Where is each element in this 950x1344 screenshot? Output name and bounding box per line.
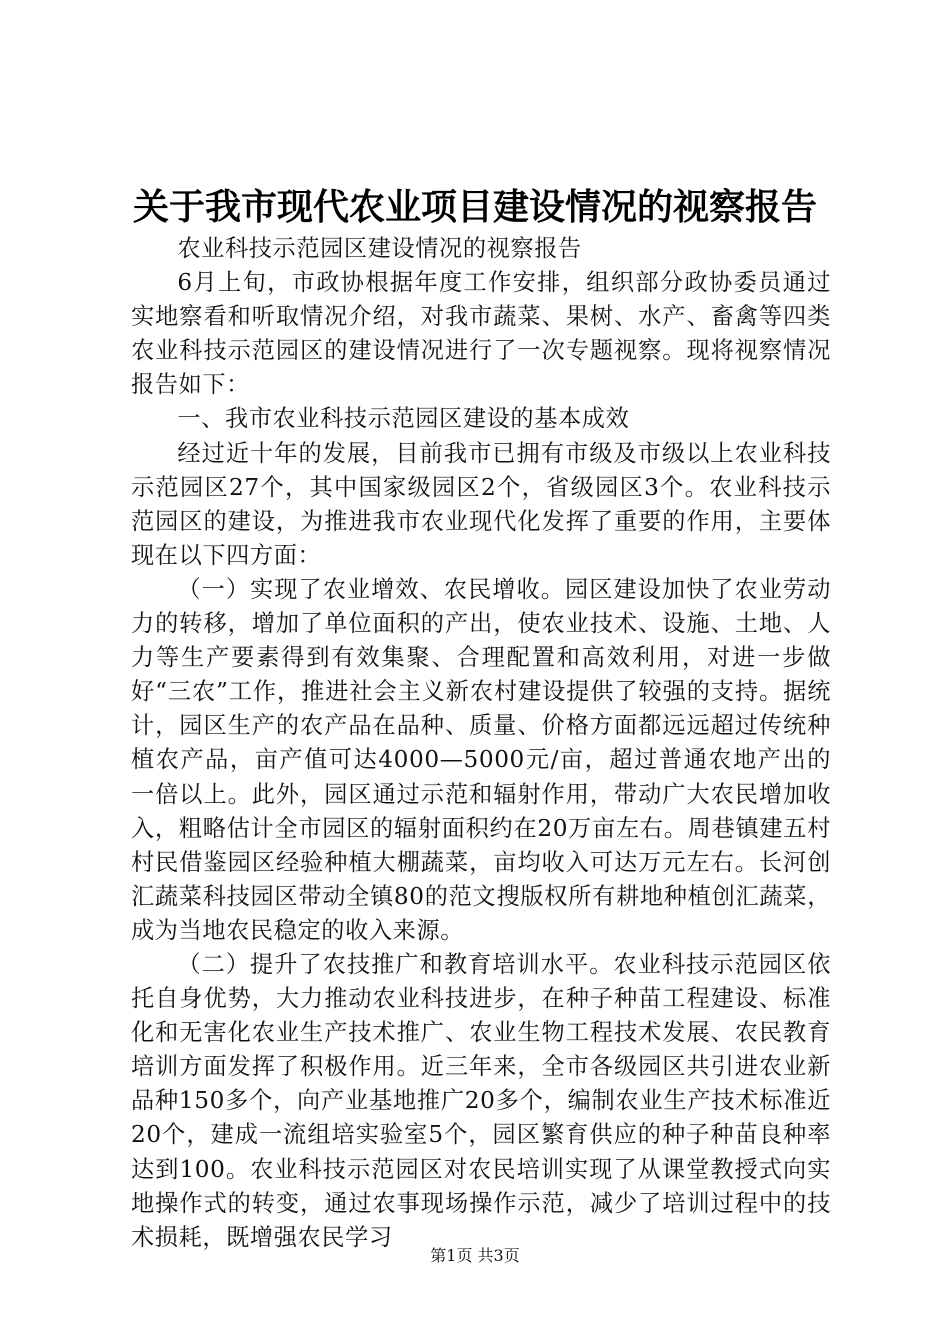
body-paragraph: （一）实现了农业增效、农民增收。园区建设加快了农业劳动力的转移，增加了单位面积的产出，使农业技术、设施、土地、人力等生产要素得到有效集聚、合理配置和高效利用，对进一步做好“三农”工作，推进社会主义新农村建设提供了较强的支持。据统计，园区生产的农产品在品种、质量、价格方面都远远超过传统种植农产品，亩产值可达4000—5000元/亩，超过普通农地产出的一倍以上。此外，园区通过示范和辐射作用，带动广大农民增加收入，粗略估计全市园区的辐射面积约在20万亩左右。周巷镇建五村村民借鉴园区经验种植大棚蔬菜，亩均收入可达万元左右。长河创汇蔬菜科技园区带动全镇80的范文搜版权所有耕地种植创汇蔬菜，成为当地农民稳定的收入来源。 xyxy=(131,575,831,944)
document-body xyxy=(131,232,831,1255)
body-paragraph: （二）提升了农技推广和教育培训水平。农业科技示范园区依托自身优势，大力推动农业科技进步，在种子种苗工程建设、标准化和无害化农业生产技术推广、农业生物工程技术发展、农民教育培训方面发挥了积极作用。近三年来，全市各级园区共引进农业新品种150多个，向产业基地推广20多个，编制农业生产技术标准近20个，建成一流组培实验室5个，园区繁育供应的种子种苗良种率达到100。农业科技示范园区对农民培训实现了从课堂教授式向实地操作式的转变，通过农事现场操作示范，减少了培训过程中的技术损耗，既增强农民学习 xyxy=(131,950,831,1251)
intro-paragraph: 6月上旬，市政协根据年度工作安排，组织部分政协委员通过实地察看和听取情况介绍，对我市蔬菜、果树、水产、畜禽等四类农业科技示范园区的建设情况进行了一次专题视察。现将视察情况报告如下： xyxy=(131,269,831,399)
page-number-footer: 第1页 共3页 xyxy=(430,1246,520,1265)
section-heading: 一、我市农业科技示范园区建设的基本成效 xyxy=(177,405,630,433)
body-paragraph: 经过近十年的发展，目前我市已拥有市级及市级以上农业科技示范园区27个，其中国家级园区2个，省级园区3个。农业科技示范园区的建设，为推进我市农业现代化发挥了重要的作用，主要体现在以下四方面： xyxy=(131,439,831,569)
subtitle-paragraph: 农业科技示范园区建设情况的视察报告 xyxy=(177,235,582,262)
document-title: 关于我市现代农业项目建设情况的视察报告 xyxy=(132,186,817,228)
